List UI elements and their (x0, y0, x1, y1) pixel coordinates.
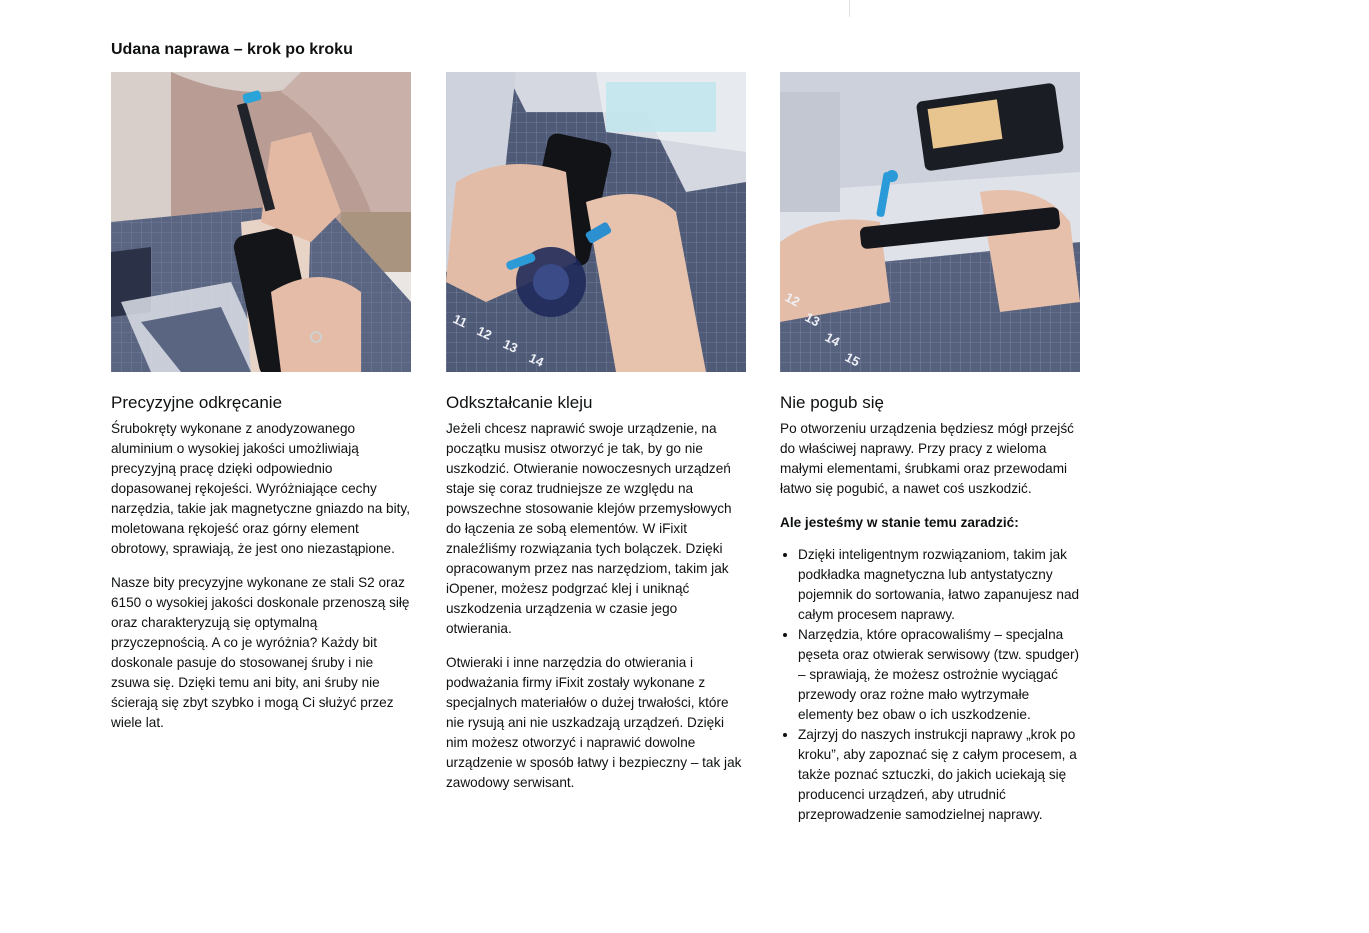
photo-opening (446, 72, 746, 372)
section-title: Udana naprawa – krok po kroku (111, 41, 353, 58)
feature-title-organize: Nie pogub się (780, 393, 884, 412)
feature-bullet-list (780, 545, 1080, 825)
feature-title-adhesive: Odkształcanie kleju (446, 393, 593, 412)
feature-bold-line: Ale jesteśmy w stanie temu zaradzić: (780, 515, 1019, 530)
feature-paragraph: Jeżeli chcesz naprawić swoje urządzenie, na początku musisz otworzyć je tak, by go nie uszkodzić. Otwieranie nowoczesnych urządzeń staje się coraz trudniejsze ze względu na powszechne stosowanie klejów przemysłowych do łączenia ze sobą elementów. W iFixit znaleźliśmy rozwiązania tych bolączek. Dzięki opracowanym przez nas narzędziom, takim jak iOpener, możesz podgrzać klej i uniknąć uszkodzenia urządzenia w czasie jego otwierania. (446, 421, 732, 636)
mat-number: 13 (500, 336, 521, 356)
photo-prying (780, 72, 1080, 372)
photo-screwdriver-illustration (111, 72, 411, 372)
photo-screwdriver (111, 72, 411, 372)
feature-paragraph: Po otworzeniu urządzenia będziesz mógł przejść do właściwej naprawy. Przy pracy z wieloma małymi elementami, śrubkami oraz przewodami łatwo się pogubić, a nawet coś uszkodzić. (780, 421, 1074, 496)
top-divider (849, 0, 850, 17)
feature-paragraph: Śrubokręty wykonane z anodyzowanego aluminium o wysokiej jakości umożliwiają precyzyjną pracę dzięki odpowiednio dopasowanej rękojeści. Wyróżniające cechy narzędzia, takie jak magnetyczne gniazdo na bity, moletowana rękojeść oraz górny element obrotowy, sprawiają, że jest ono niezastąpione. (111, 421, 410, 556)
feature-column-adhesive (446, 72, 746, 793)
mat-number: 13 (802, 309, 823, 330)
photo-opening-illustration (446, 72, 746, 372)
feature-paragraph: Nasze bity precyzyjne wykonane ze stali S2 oraz 6150 o wysokiej jakości doskonale przenoszą siłę oraz charakteryzują się optymalną przyczepnością. A co je wyróżnia? Każdy bit doskonale pasuje do stosowanej śruby i nie zsuwa się. Dzięki temu ani bity, ani śruby nie ścierają się zbyt szybko i mogą Ci służyć przez wiele lat. (111, 575, 410, 730)
list-item: • Narzędzia, które opracowaliśmy – specjalna pęseta oraz otwierak serwisowy (tzw. spudger) – sprawiają, że możesz ostrożnie wyciągać przewody oraz rożne mało wytrzymałe elementy bez obaw o ich uszkodzenie. (798, 625, 1080, 725)
photo-prying-illustration (780, 72, 1080, 372)
list-item: • Dzięki inteligentnym rozwiązaniom, takim jak podkładka magnetyczna lub antystatyczny pojemnik do sortowania, łatwo zapanujesz nad całym procesem naprawy. (798, 545, 1080, 625)
mat-number: 14 (526, 350, 547, 370)
mat-number: 15 (842, 349, 863, 370)
feature-paragraph: Otwieraki i inne narzędzia do otwierania i podważania firmy iFixit zostały wykonane z specjalnych materiałów o dużej trwałości, które nie rysują ani nie uszkadzają urządzeń. Dzięki nim możesz otworzyć i naprawić dowolne urządzenie w sposób łatwy i bezpieczny – tak jak zawodowy serwisant. (446, 655, 742, 790)
list-item: • Zajrzyj do naszych instrukcji naprawy „krok po kroku”, aby zapoznać się z całym procesem, a także poznać sztuczki, do jakich uciekają się producenci urządzeń, aby utrudnić przeprowadzenie samodzielnej naprawy. (798, 725, 1080, 825)
mat-number: 12 (474, 323, 495, 343)
mat-number: 14 (822, 329, 843, 350)
feature-column-screwdriver (111, 72, 411, 733)
feature-column-organize (780, 72, 1080, 825)
mat-number: 11 (450, 311, 470, 331)
feature-title-precision: Precyzyjne odkręcanie (111, 393, 283, 412)
repair-section (111, 38, 1081, 822)
mat-number: 12 (782, 289, 803, 310)
